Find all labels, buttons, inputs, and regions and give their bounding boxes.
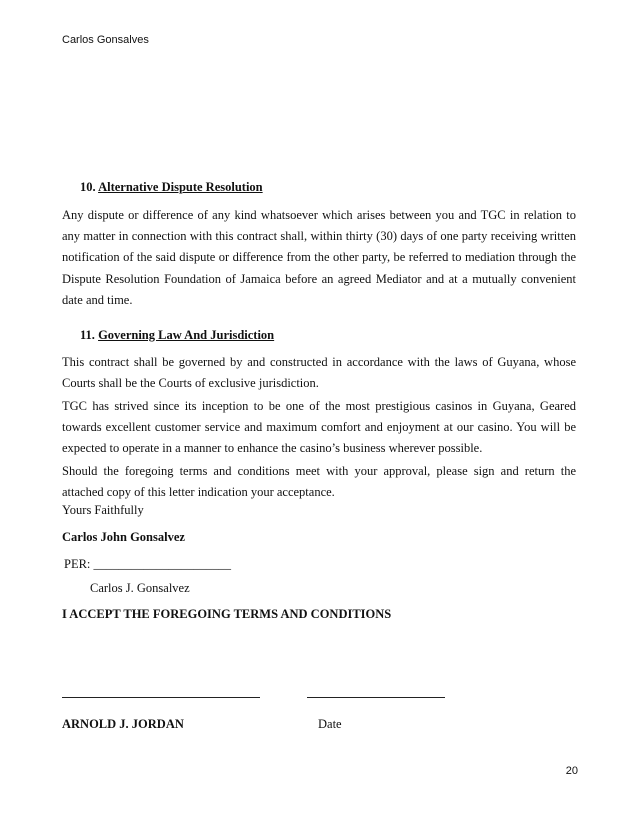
signature-line xyxy=(62,697,260,698)
section-11-number: 11. xyxy=(80,328,95,342)
date-line xyxy=(307,697,445,698)
section-11-heading xyxy=(80,328,274,343)
page-number: 20 xyxy=(565,765,578,777)
tgc-paragraph: TGC has strived since its inception to be one of the most prestigious casinos in Guyana, Geared towards excellent customer service and maximum comfort and enjoyment at our casino. You will be expected to operate in a manner to enhance the casino’s business wherever possible. xyxy=(62,399,576,456)
section-11-body: This contract shall be governed by and constructed in accordance with the laws of Guyana, whose Courts shall be the Courts of exclusive jurisdiction. xyxy=(62,355,576,391)
per-signature-line: PER: ______________________ xyxy=(64,557,232,571)
closing-salutation: Yours Faithfully xyxy=(62,503,144,517)
acceptance-statement: I ACCEPT THE FOREGOING TERMS AND CONDITIONS xyxy=(62,607,392,621)
section-10-number: 10. xyxy=(80,180,96,194)
date-label: Date xyxy=(318,717,342,731)
approval-paragraph: Should the foregoing terms and conditions meet with your approval, please sign and return the attached copy of this letter indication your acceptance. xyxy=(62,464,576,500)
acceptor-name: ARNOLD J. JORDAN xyxy=(62,717,184,731)
section-10-heading xyxy=(80,180,263,195)
signer-short-name: Carlos J. Gonsalvez xyxy=(90,581,190,595)
section-10-title: Alternative Dispute Resolution xyxy=(98,180,263,194)
signer-name: Carlos John Gonsalvez xyxy=(62,530,185,544)
section-11-title: Governing Law And Jurisdiction xyxy=(98,328,275,342)
page-header-author: Carlos Gonsalves xyxy=(62,34,149,46)
section-10-body: Any dispute or difference of any kind whatsoever which arises between you and TGC in relation to any matter in connection with this contract shall, within thirty (30) days of one party receiving written notification of the said dispute or difference from the other party, be referred to mediation through the Dispute Resolution Foundation of Jamaica before an agreed Mediator and at a mutually convenient date and time. xyxy=(62,208,576,307)
